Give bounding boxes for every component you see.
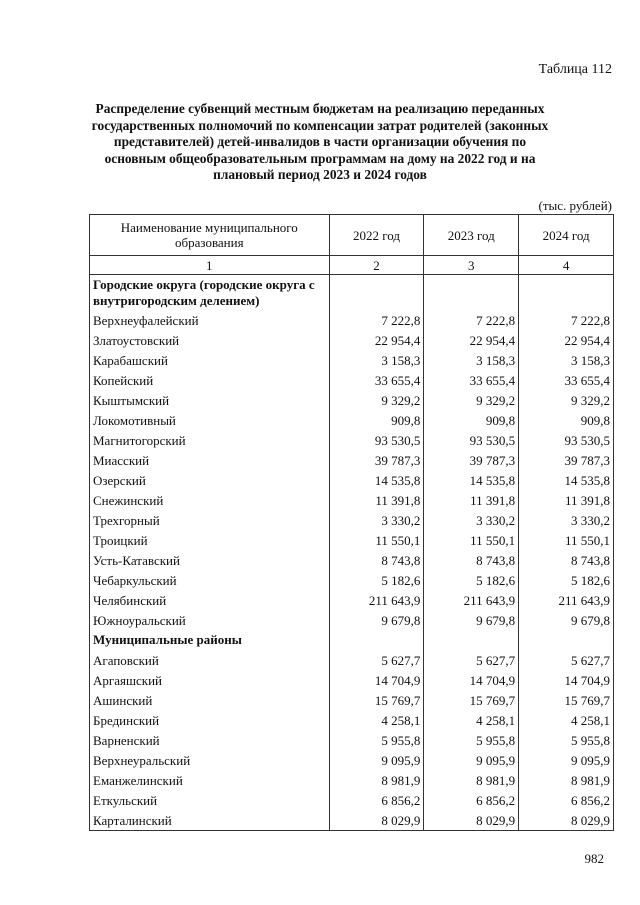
value-2022: 6 856,2	[329, 790, 424, 810]
group-header-row	[90, 275, 614, 311]
table-row	[90, 810, 614, 831]
table-row	[90, 430, 614, 450]
table-row	[90, 730, 614, 750]
value-2023: 9 095,9	[424, 750, 519, 770]
value-2022: 8 981,9	[329, 770, 424, 790]
subvention-table	[89, 214, 614, 831]
page-number: 982	[584, 851, 604, 866]
value-2022: 93 530,5	[329, 430, 424, 450]
value-2023: 33 655,4	[424, 370, 519, 390]
value-2022: 14 704,9	[329, 670, 424, 690]
value-2022: 33 655,4	[329, 370, 424, 390]
table-row	[90, 330, 614, 350]
group-label: Городские округа (городские округа с внутригородским делением)	[90, 275, 330, 311]
value-2022: 11 550,1	[329, 530, 424, 550]
municipality-name: Чебаркульский	[90, 570, 330, 590]
municipality-name: Магнитогорский	[90, 430, 330, 450]
municipality-name: Карталинский	[90, 810, 330, 831]
municipality-name: Локомотивный	[90, 410, 330, 430]
value-2022: 8 743,8	[329, 550, 424, 570]
value-2024: 9 329,2	[519, 390, 614, 410]
municipality-name: Усть-Катавский	[90, 550, 330, 570]
value-2024: 8 981,9	[519, 770, 614, 790]
value-2023: 909,8	[424, 410, 519, 430]
municipality-name: Еманжелинский	[90, 770, 330, 790]
empty-cell	[424, 630, 519, 650]
municipality-name: Миасский	[90, 450, 330, 470]
municipality-name: Аргаяшский	[90, 670, 330, 690]
value-2022: 909,8	[329, 410, 424, 430]
column-number-row	[90, 256, 614, 275]
value-2022: 39 787,3	[329, 450, 424, 470]
value-2023: 14 535,8	[424, 470, 519, 490]
table-row	[90, 610, 614, 630]
municipality-name: Златоустовский	[90, 330, 330, 350]
municipality-name: Агаповский	[90, 650, 330, 670]
value-2023: 8 743,8	[424, 550, 519, 570]
value-2024: 4 258,1	[519, 710, 614, 730]
value-2022: 7 222,8	[329, 310, 424, 330]
value-2024: 93 530,5	[519, 430, 614, 450]
value-2024: 11 550,1	[519, 530, 614, 550]
table-row	[90, 490, 614, 510]
value-2023: 22 954,4	[424, 330, 519, 350]
value-2024: 9 095,9	[519, 750, 614, 770]
municipality-name: Снежинский	[90, 490, 330, 510]
value-2023: 11 550,1	[424, 530, 519, 550]
value-2024: 33 655,4	[519, 370, 614, 390]
value-2022: 9 329,2	[329, 390, 424, 410]
value-2022: 8 029,9	[329, 810, 424, 831]
table-row	[90, 570, 614, 590]
value-2024: 6 856,2	[519, 790, 614, 810]
value-2024: 5 182,6	[519, 570, 614, 590]
value-2024: 3 330,2	[519, 510, 614, 530]
value-2022: 5 955,8	[329, 730, 424, 750]
table-row	[90, 450, 614, 470]
municipality-name: Карабашский	[90, 350, 330, 370]
table-row	[90, 310, 614, 330]
header-row	[90, 215, 614, 256]
value-2022: 3 330,2	[329, 510, 424, 530]
value-2023: 5 182,6	[424, 570, 519, 590]
table-row	[90, 590, 614, 610]
table-label: Таблица 112	[538, 62, 612, 77]
value-2022: 5 627,7	[329, 650, 424, 670]
empty-cell	[519, 630, 614, 650]
value-2024: 909,8	[519, 410, 614, 430]
value-2024: 3 158,3	[519, 350, 614, 370]
table-row	[90, 710, 614, 730]
value-2023: 93 530,5	[424, 430, 519, 450]
value-2023: 8 029,9	[424, 810, 519, 831]
column-number: 1	[90, 256, 330, 275]
value-2023: 8 981,9	[424, 770, 519, 790]
table-row	[90, 470, 614, 490]
value-2023: 4 258,1	[424, 710, 519, 730]
municipality-name: Озерский	[90, 470, 330, 490]
municipality-name: Трехгорный	[90, 510, 330, 530]
value-2023: 3 330,2	[424, 510, 519, 530]
value-2024: 8 029,9	[519, 810, 614, 831]
table-row	[90, 770, 614, 790]
value-2024: 14 535,8	[519, 470, 614, 490]
table-body	[90, 275, 614, 831]
value-2022: 5 182,6	[329, 570, 424, 590]
value-2022: 3 158,3	[329, 350, 424, 370]
municipality-name: Варненский	[90, 730, 330, 750]
table-row	[90, 550, 614, 570]
value-2024: 14 704,9	[519, 670, 614, 690]
value-2023: 5 955,8	[424, 730, 519, 750]
value-2022: 14 535,8	[329, 470, 424, 490]
value-2023: 3 158,3	[424, 350, 519, 370]
group-header-row	[90, 630, 614, 650]
value-2024: 8 743,8	[519, 550, 614, 570]
value-2022: 11 391,8	[329, 490, 424, 510]
column-number: 4	[519, 256, 614, 275]
table-title: Распределение субвенций местным бюджетам на реализацию переданных государственных полномочий по компенсации затрат родителей (законных представителей) детей-инвалидов в части организации обучения по основным общеобразовательным программам на дому на 2022 год и на плановый период 2023 и 2024 годов	[91, 101, 549, 183]
empty-cell	[519, 275, 614, 311]
table-row	[90, 690, 614, 710]
value-2023: 14 704,9	[424, 670, 519, 690]
group-label: Муниципальные районы	[90, 630, 330, 650]
municipality-name: Верхнеуральский	[90, 750, 330, 770]
municipality-name: Южноуральский	[90, 610, 330, 630]
units-note: (тыс. рублей)	[538, 198, 612, 213]
table-row	[90, 370, 614, 390]
column-header-2024: 2024 год	[519, 215, 614, 256]
value-2024: 5 955,8	[519, 730, 614, 750]
table-row	[90, 410, 614, 430]
column-number: 2	[329, 256, 424, 275]
column-number: 3	[424, 256, 519, 275]
value-2024: 211 643,9	[519, 590, 614, 610]
value-2022: 9 095,9	[329, 750, 424, 770]
value-2023: 11 391,8	[424, 490, 519, 510]
value-2022: 9 679,8	[329, 610, 424, 630]
municipality-name: Кыштымский	[90, 390, 330, 410]
table-row	[90, 390, 614, 410]
value-2022: 15 769,7	[329, 690, 424, 710]
value-2023: 7 222,8	[424, 310, 519, 330]
table-row	[90, 790, 614, 810]
value-2023: 15 769,7	[424, 690, 519, 710]
value-2024: 9 679,8	[519, 610, 614, 630]
value-2024: 7 222,8	[519, 310, 614, 330]
column-header-2023: 2023 год	[424, 215, 519, 256]
column-header-2022: 2022 год	[329, 215, 424, 256]
municipality-name: Ашинский	[90, 690, 330, 710]
value-2024: 39 787,3	[519, 450, 614, 470]
empty-cell	[424, 275, 519, 311]
table-row	[90, 750, 614, 770]
value-2024: 22 954,4	[519, 330, 614, 350]
table-row	[90, 530, 614, 550]
table-row	[90, 350, 614, 370]
value-2024: 15 769,7	[519, 690, 614, 710]
municipality-name: Троицкий	[90, 530, 330, 550]
value-2023: 211 643,9	[424, 590, 519, 610]
municipality-name: Челябинский	[90, 590, 330, 610]
table-row	[90, 650, 614, 670]
value-2023: 9 679,8	[424, 610, 519, 630]
value-2024: 11 391,8	[519, 490, 614, 510]
value-2022: 4 258,1	[329, 710, 424, 730]
municipality-name: Копейский	[90, 370, 330, 390]
value-2023: 5 627,7	[424, 650, 519, 670]
municipality-name: Верхнеуфалейский	[90, 310, 330, 330]
value-2023: 6 856,2	[424, 790, 519, 810]
empty-cell	[329, 630, 424, 650]
value-2023: 39 787,3	[424, 450, 519, 470]
municipality-name: Еткульский	[90, 790, 330, 810]
column-header-name: Наименование муниципального образования	[90, 215, 330, 256]
table-row	[90, 670, 614, 690]
table-row	[90, 510, 614, 530]
empty-cell	[329, 275, 424, 311]
value-2023: 9 329,2	[424, 390, 519, 410]
value-2024: 5 627,7	[519, 650, 614, 670]
municipality-name: Брединский	[90, 710, 330, 730]
value-2022: 22 954,4	[329, 330, 424, 350]
value-2022: 211 643,9	[329, 590, 424, 610]
